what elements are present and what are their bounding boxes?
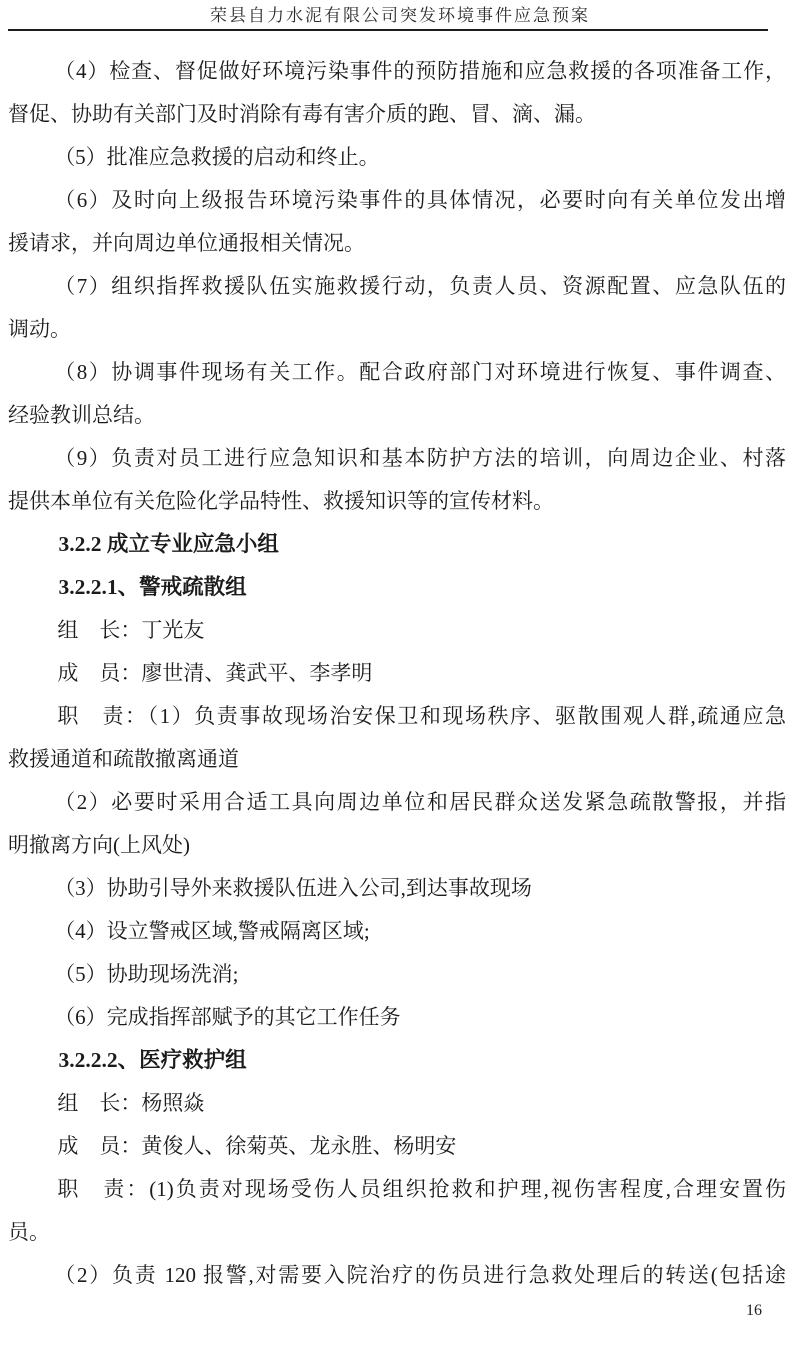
paragraph-line: （9）负责对员工进行应急知识和基本防护方法的培训，向周边企业、村落 (54, 446, 786, 470)
section-heading-3-2-2-1: 3.2.2.1、警戒疏散组 (58, 575, 247, 599)
group-leader-line: 组 长：杨照焱 (57, 1091, 205, 1115)
group-duties-line: 职 责：（1）负责事故现场治安保卫和现场秩序、驱散围观人群,疏通应急 (57, 704, 786, 728)
paragraph-line: 明撤离方向(上风处) (8, 833, 190, 857)
paragraph-line: （3）协助引导外来救援队伍进入公司,到达事故现场 (54, 876, 532, 900)
paragraph-line: （8）协调事件现场有关工作。配合政府部门对环境进行恢复、事件调查、 (54, 360, 786, 384)
paragraph-line: （7）组织指挥救援队伍实施救援行动，负责人员、资源配置、应急队伍的 (54, 274, 786, 298)
group-leader-line: 组 长：丁光友 (57, 618, 205, 642)
document-body (8, 50, 786, 1297)
paragraph-line: 援请求，并向周边单位通报相关情况。 (8, 231, 365, 255)
paragraph-line: （5）批准应急救援的启动和终止。 (54, 145, 380, 169)
group-members-line: 成 员：廖世清、龚武平、李孝明 (57, 661, 373, 685)
paragraph-line: （6）及时向上级报告环境污染事件的具体情况，必要时向有关单位发出增 (54, 188, 786, 212)
paragraph-line: 经验教训总结。 (8, 403, 155, 427)
paragraph-line: 救援通道和疏散撤离通道 (8, 747, 239, 771)
page-header (0, 4, 800, 28)
section-heading-3-2-2-2: 3.2.2.2、医疗救护组 (58, 1048, 247, 1072)
header-rule (8, 29, 768, 31)
paragraph-line: （5）协助现场洗消; (54, 962, 239, 986)
paragraph-line: 督促、协助有关部门及时消除有毒有害介质的跑、冒、滴、漏。 (8, 102, 596, 126)
paragraph-line: 调动。 (8, 317, 71, 341)
paragraph-line: 提供本单位有关危险化学品特性、救援知识等的宣传材料。 (8, 489, 554, 513)
paragraph-line: （4）检查、督促做好环境污染事件的预防措施和应急救援的各项准备工作， (54, 59, 786, 83)
page-number: 16 (746, 1302, 762, 1319)
group-duties-line: 职 责：(1)负责对现场受伤人员组织抢救和护理,视伤害程度,合理安置伤 (57, 1177, 786, 1201)
section-heading-3-2-2: 3.2.2 成立专业应急小组 (58, 532, 279, 556)
header-title: 荣县自力水泥有限公司突发环境事件应急预案 (210, 6, 590, 25)
paragraph-line: （2）负责 120 报警,对需要入院治疗的伤员进行急救处理后的转送(包括途 (54, 1263, 786, 1287)
paragraph-line: （4）设立警戒区域,警戒隔离区域; (54, 919, 370, 943)
paragraph-line: 员。 (8, 1220, 50, 1244)
paragraph-line: （2）必要时采用合适工具向周边单位和居民群众送发紧急疏散警报，并指 (54, 790, 786, 814)
paragraph-line: （6）完成指挥部赋予的其它工作任务 (54, 1005, 401, 1029)
group-members-line: 成 员：黄俊人、徐菊英、龙永胜、杨明安 (57, 1134, 457, 1158)
